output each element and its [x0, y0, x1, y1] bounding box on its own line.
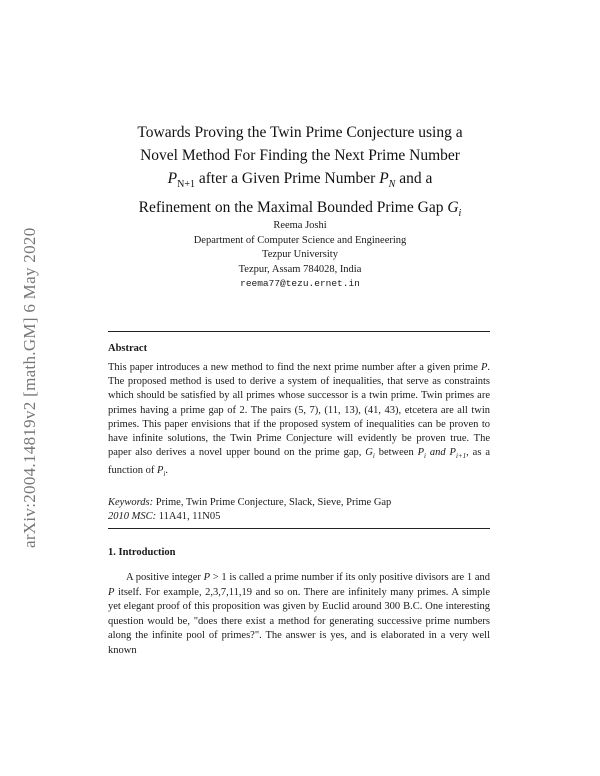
title-line-3: $P_{N+1}$ after a Given Prime Number $P_N$ and a: [167, 170, 433, 191]
abstract-heading: Abstract: [108, 343, 148, 354]
introduction-paragraph: A positive integer P > 1 is called a prime number if its only positive divisors are 1 and P itself. For example, 2,3,7,11,19 and so on. There are infinitely many primes. A simple yet elegant proof of this proposition was given by Euclid around 300 B.C. One interesting question would be, "does there exist a method for generating successive prime numbers along the infinite pool of primes?". The answer is yes, and is elaborated in a very well known: [108, 572, 491, 656]
abstract-body: This paper introduces a new method to find the next prime number after a given prime P. The proposed method is used to derive a system of inequalities, that serve as constraints which should be satisfied by all primes whose successor is a twin prime. Twin primes are primes having a prime gap of 2. The pairs (5, 7), (11, 13), (41, 43), etcetera are all twin primes. This paper envisions that if the proposed system of inequalities can be proven to have infinite solutions, the Twin Prime Conjecture will evidently be proven true. The paper also derives a novel upper bound on the prime gap, $G_i$ between $P_i$ and $P_{i+1}$, as a function of $P_i$.: [108, 362, 490, 478]
paper-title: [100, 121, 500, 225]
author-email[interactable]: reema77@tezu.ernet.in: [240, 278, 360, 289]
author-university: Tezpur University: [262, 249, 338, 260]
title-line-4: Refinement on the Maximal Bounded Prime Gap $G_i$: [138, 199, 462, 220]
msc-line: 2010 MSC: 11A41, 11N05: [108, 511, 221, 522]
keywords-line: Keywords: Prime, Twin Prime Conjecture, Slack, Sieve, Prime Gap: [108, 497, 392, 508]
title-line-1: Towards Proving the Twin Prime Conjecture using a: [137, 124, 463, 141]
author-name: Reema Joshi: [273, 220, 327, 231]
title-line-2: Novel Method For Finding the Next Prime Number: [140, 147, 460, 164]
top-rule: [108, 331, 490, 332]
author-department: Department of Computer Science and Engineering: [193, 234, 407, 246]
author-block: [130, 219, 470, 292]
arxiv-identifier: arXiv:2004.14819v2 [math.GM] 6 May 2020: [20, 227, 39, 548]
author-address: Tezpur, Assam 784028, India: [238, 263, 362, 275]
keywords-block: [108, 496, 490, 524]
bottom-rule: [108, 528, 490, 529]
section-heading-introduction: 1. Introduction: [108, 547, 176, 558]
